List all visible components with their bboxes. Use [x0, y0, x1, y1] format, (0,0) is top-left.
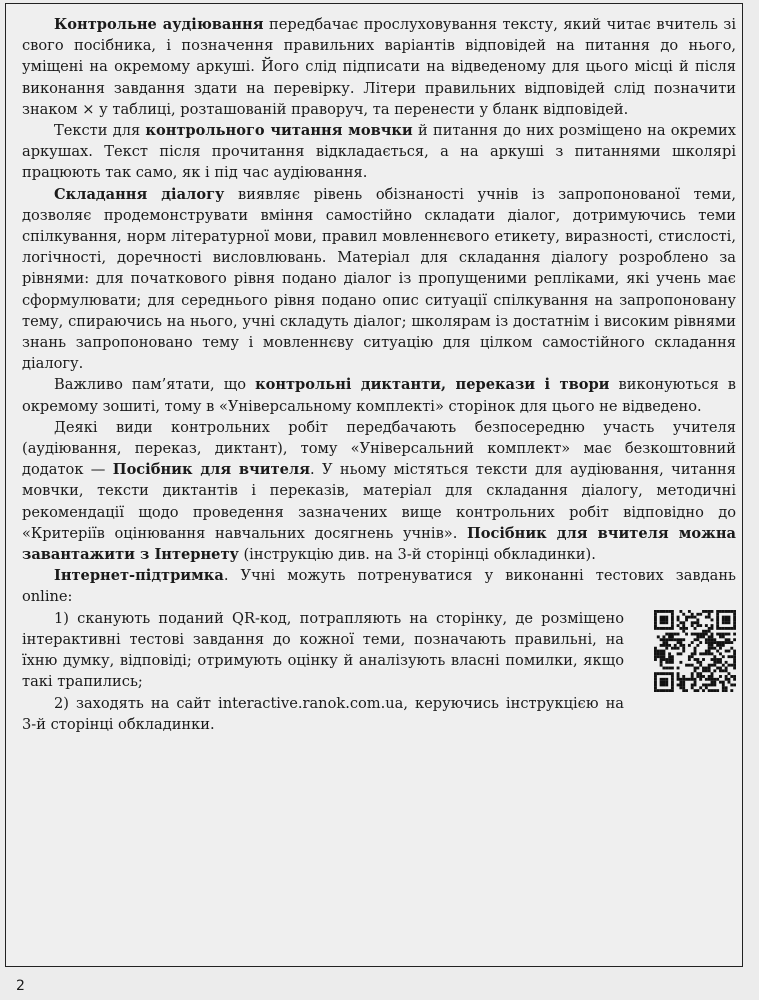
text-run: . У ньому містяться тексти для аудіювання, читання мовчки, тексти диктантів і переказів, матеріал для складання діалогу, методичні рекомендації щодо проведення зазначених вище контрольних робіт відповідно до «Критеріїв оцінювання навчальних досягнень учнів».: [22, 461, 736, 542]
paragraph: [22, 184, 736, 375]
text-run: виявляє рівень обізнаності учнів із запропонованої теми, дозволяє продемонструвати вміння самостійно складати діалог, дотримуючись теми спілкування, норм літературної мови, правил мовленнєвого етикету, виразності, стислості, логічності, доречності висловлювань. Матеріал для складання діалогу розроблено за рівнями: для початкового рівня подано діалог із пропущеними репліками, які учень має сформулювати; для середнього рівня подано опис ситуації спілкування на запропоновану тему, спираючись на нього, учні складуть діалог; школярам із достатнім і високим рівнями знань запропоновано тему і мовленнєву ситуацію для цілком самостійного складання діалогу.: [22, 185, 737, 373]
text-run: 1) сканують поданий QR-код, потрапляють на сторінку, де розміщено інтерактивні тестові завдання до кожної теми, позначають правильні, на їхню думку, відповіді; отримують оцінку й аналізують власні помилки, якщо такі трапились;: [22, 609, 624, 691]
paragraph: [22, 565, 736, 607]
online-support-steps: [22, 608, 624, 735]
paragraph: [22, 608, 624, 693]
bold-term: Посібник для вчителя можна завантажити з Інтернету: [22, 524, 737, 564]
paragraph: [22, 14, 736, 120]
page-number: 2: [16, 978, 25, 994]
bold-term: Контрольне аудіювання: [54, 16, 264, 33]
bold-term: Посібник для вчителя: [112, 461, 310, 479]
text-run: виконуються в окремому зошиті, тому в «Універсальному комплекті» сторінок для цього не відведено.: [22, 376, 736, 415]
text-run: (інструкцію див. на 3-й сторінці обкладинки).: [238, 546, 596, 564]
text-run: передбачає прослуховування тексту, який читає вчитель зі свого посібника, і позначення правильних варіантів відповідей на питання до нього, уміщені на окремому аркуші. Його слід підписати на відведеному для цього місці й після виконання завдання здати на перевірку. Літери правильних відповідей слід позначити знаком × у таблиці, розташованій праворуч, та перенести у бланк відповідей.: [22, 16, 736, 118]
qr-code-icon[interactable]: [654, 610, 736, 692]
text-run: й питання до них розміщено на окремих аркушах. Текст після прочитання відкладається, а на аркуші з питаннями школярі працюють так само, як і під час аудіювання.: [22, 122, 736, 182]
bold-term: Інтернет-підтримка: [54, 567, 224, 585]
page-frame: [5, 3, 743, 967]
text-run: Важливо пам’ятати, що: [54, 376, 256, 394]
text-run: 2) заходять на сайт interactive.ranok.com.ua, керуючись інструкцією на 3-й сторінці обкладинки.: [22, 694, 624, 733]
paragraph: [22, 374, 736, 416]
page-content: [22, 14, 736, 735]
text-body: [22, 14, 736, 608]
paragraph: [22, 693, 624, 735]
bold-term: контрольного читання мовчки: [145, 122, 413, 140]
text-run: Тексти для: [54, 122, 146, 140]
text-run: . Учні можуть потренуватися у виконанні тестових завдань online:: [22, 567, 736, 606]
bold-term: Складання діалогу: [54, 185, 225, 203]
paragraph: [22, 120, 736, 184]
bold-term: контрольні диктанти, перекази і твори: [255, 376, 610, 394]
paragraph: [22, 417, 736, 565]
text-run: Деякі види контрольних робіт передбачають безпосередню участь учителя (аудіювання, переказ, диктант), тому «Універсальний комплект» має безкоштовний додаток —: [22, 418, 736, 479]
online-support-block: [22, 608, 736, 735]
